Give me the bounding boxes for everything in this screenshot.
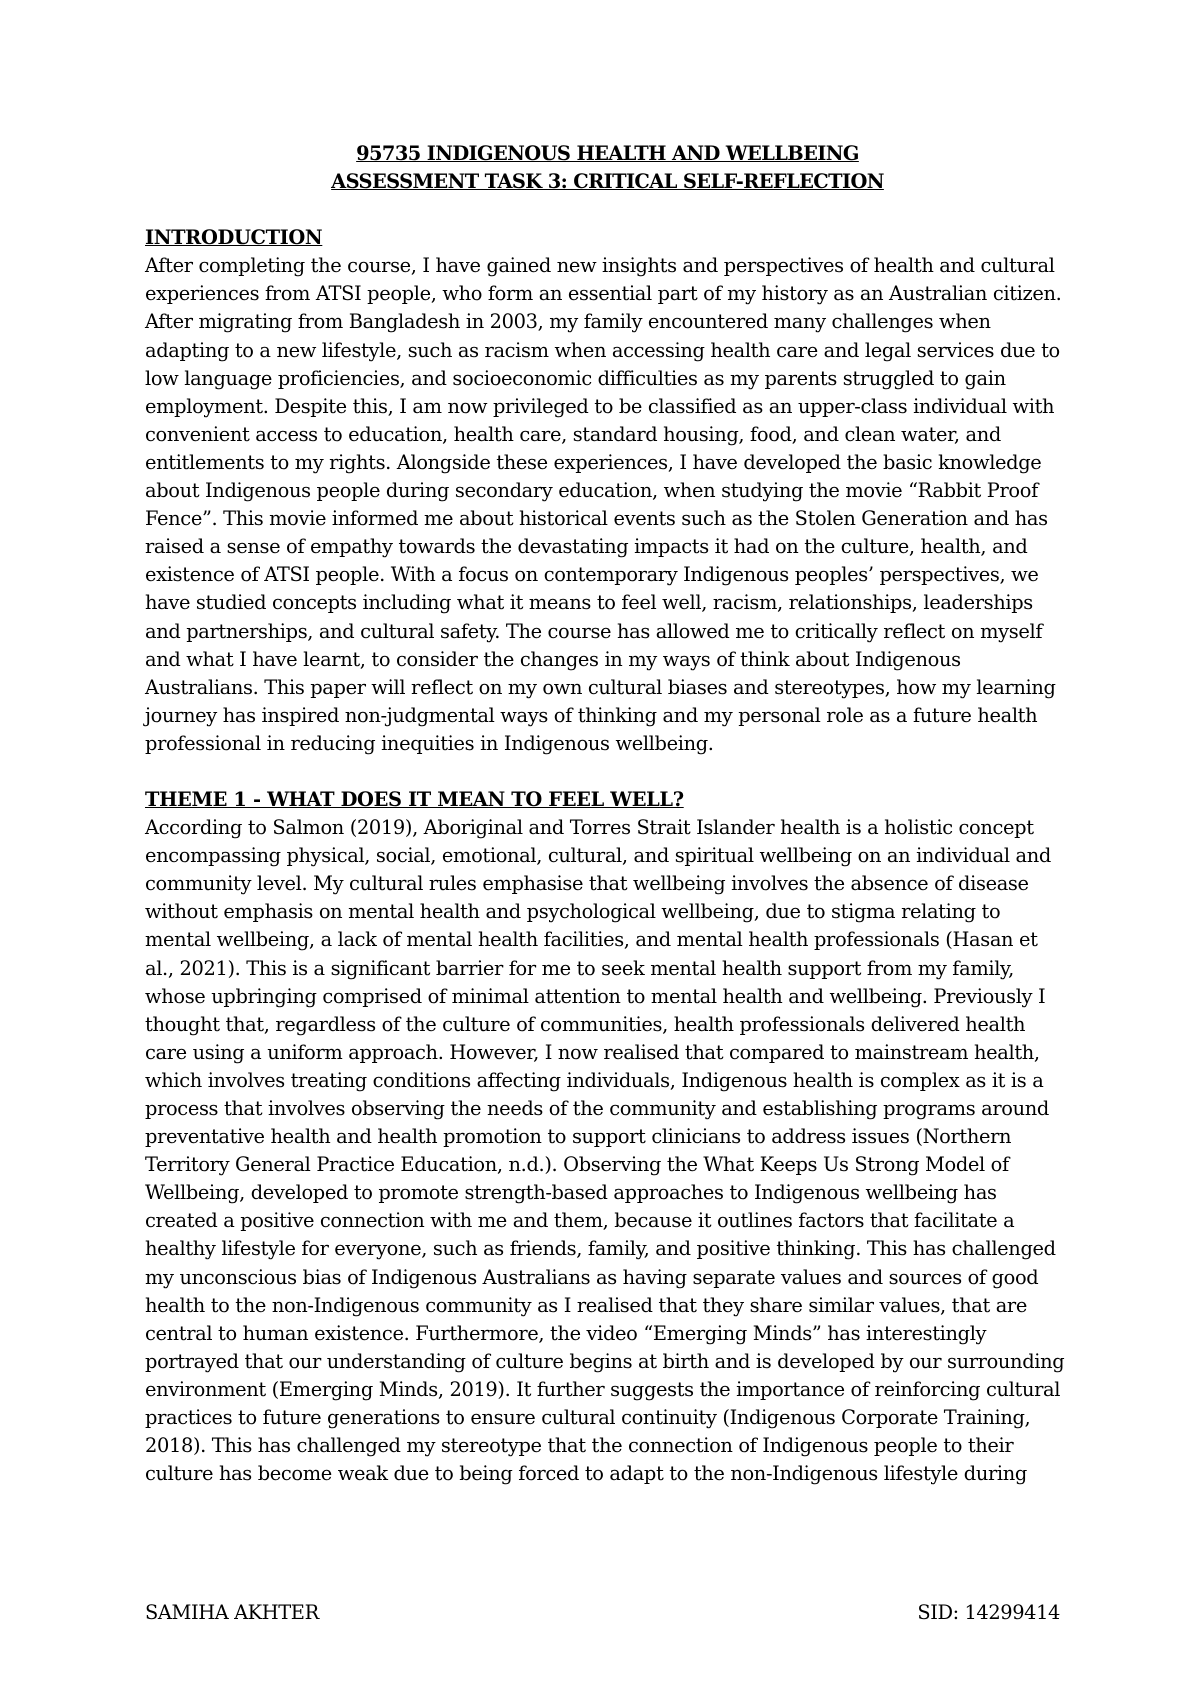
section-paragraph: After completing the course, I have gained new insights and perspectives of health and cultural experiences from ATSI people, who form an essential part of my history as an Australian citizen. After migrating from Bangladesh in 2003, my family encountered many challenges when adapting to a new lifestyle, such as racism when accessing health care and legal services due to low language proficiencies, and socioeconomic difficulties as my parents struggled to gain employment. Despite this, I am now privileged to be classified as an upper-class individual with convenient access to education, health care, standard housing, food, and clean water, and entitlements to my rights. Alongside these experiences, I have developed the basic knowledge about Indigenous people during secondary education, when studying the movie “Rabbit Proof Fence”. This movie informed me about historical events such as the Stolen Generation and has raised a sense of empathy towards the devastating impacts it had on the culture, health, and existence of ATSI people. With a focus on contemporary Indigenous peoples’ perspectives, we have studied concepts including what it means to feel well, racism, relationships, leaderships and partnerships, and cultural safety. The course has allowed me to critically reflect on myself and what I have learnt, to consider the changes in my ways of think about Indigenous Australians. This paper will reflect on my own cultural biases and stereotypes, how my learning journey has inspired non-judgmental ways of thinking and my personal role as a future health professional in reducing inequities in Indigenous wellbeing. [145,254,1062,755]
document-body [145,140,1070,1488]
footer-student-id: SID: 14299414 [917,1601,1060,1624]
document-title-course: 95735 INDIGENOUS HEALTH AND WELLBEING [356,142,859,165]
section-paragraph: According to Salmon (2019), Aboriginal and Torres Strait Islander health is a holistic concept encompassing physical, social, emotional, cultural, and spiritual wellbeing on an individual and community level. My cultural rules emphasise that wellbeing involves the absence of disease without emphasis on mental health and psychological wellbeing, due to stigma relating to mental wellbeing, a lack of mental health facilities, and mental health professionals (Hasan et al., 2021). This is a significant barrier for me to seek mental health support from my family, whose upbringing comprised of minimal attention to mental health and wellbeing. Previously I thought that, regardless of the culture of communities, health professionals delivered health care using a uniform approach. However, I now realised that compared to mainstream health, which involves treating conditions affecting individuals, Indigenous health is complex as it is a process that involves observing the needs of the community and establishing programs around preventative health and health promotion to support clinicians to address issues (Northern Territory General Practice Education, n.d.). Observing the What Keeps Us Strong Model of Wellbeing, developed to promote strength-based approaches to Indigenous wellbeing has created a positive connection with me and them, because it outlines factors that facilitate a healthy lifestyle for everyone, such as friends, family, and positive thinking. This has challenged my unconscious bias of Indigenous Australians as having separate values and sources of good health to the non-Indigenous community as I realised that they share similar values, that are central to human existence. Furthermore, the video “Emerging Minds” has interestingly portrayed that our understanding of culture begins at birth and is developed by our surrounding environment (Emerging Minds, 2019). It further suggests the importance of reinforcing cultural practices to future generations to ensure cultural continuity (Indigenous Corporate Training, 2018). This has challenged my stereotype that the connection of Indigenous people to their culture has become weak due to being forced to adapt to the non-Indigenous lifestyle during [145,816,1065,1486]
section-theme-1 [145,786,1070,1488]
footer-author: SAMIHA AKHTER [145,1601,319,1624]
section-introduction [145,224,1070,758]
section-heading: INTRODUCTION [145,226,323,250]
section-heading: THEME 1 - WHAT DOES IT MEAN TO FEEL WELL? [145,787,684,811]
document-title-assessment: ASSESSMENT TASK 3: CRITICAL SELF-REFLECTION [331,170,884,194]
